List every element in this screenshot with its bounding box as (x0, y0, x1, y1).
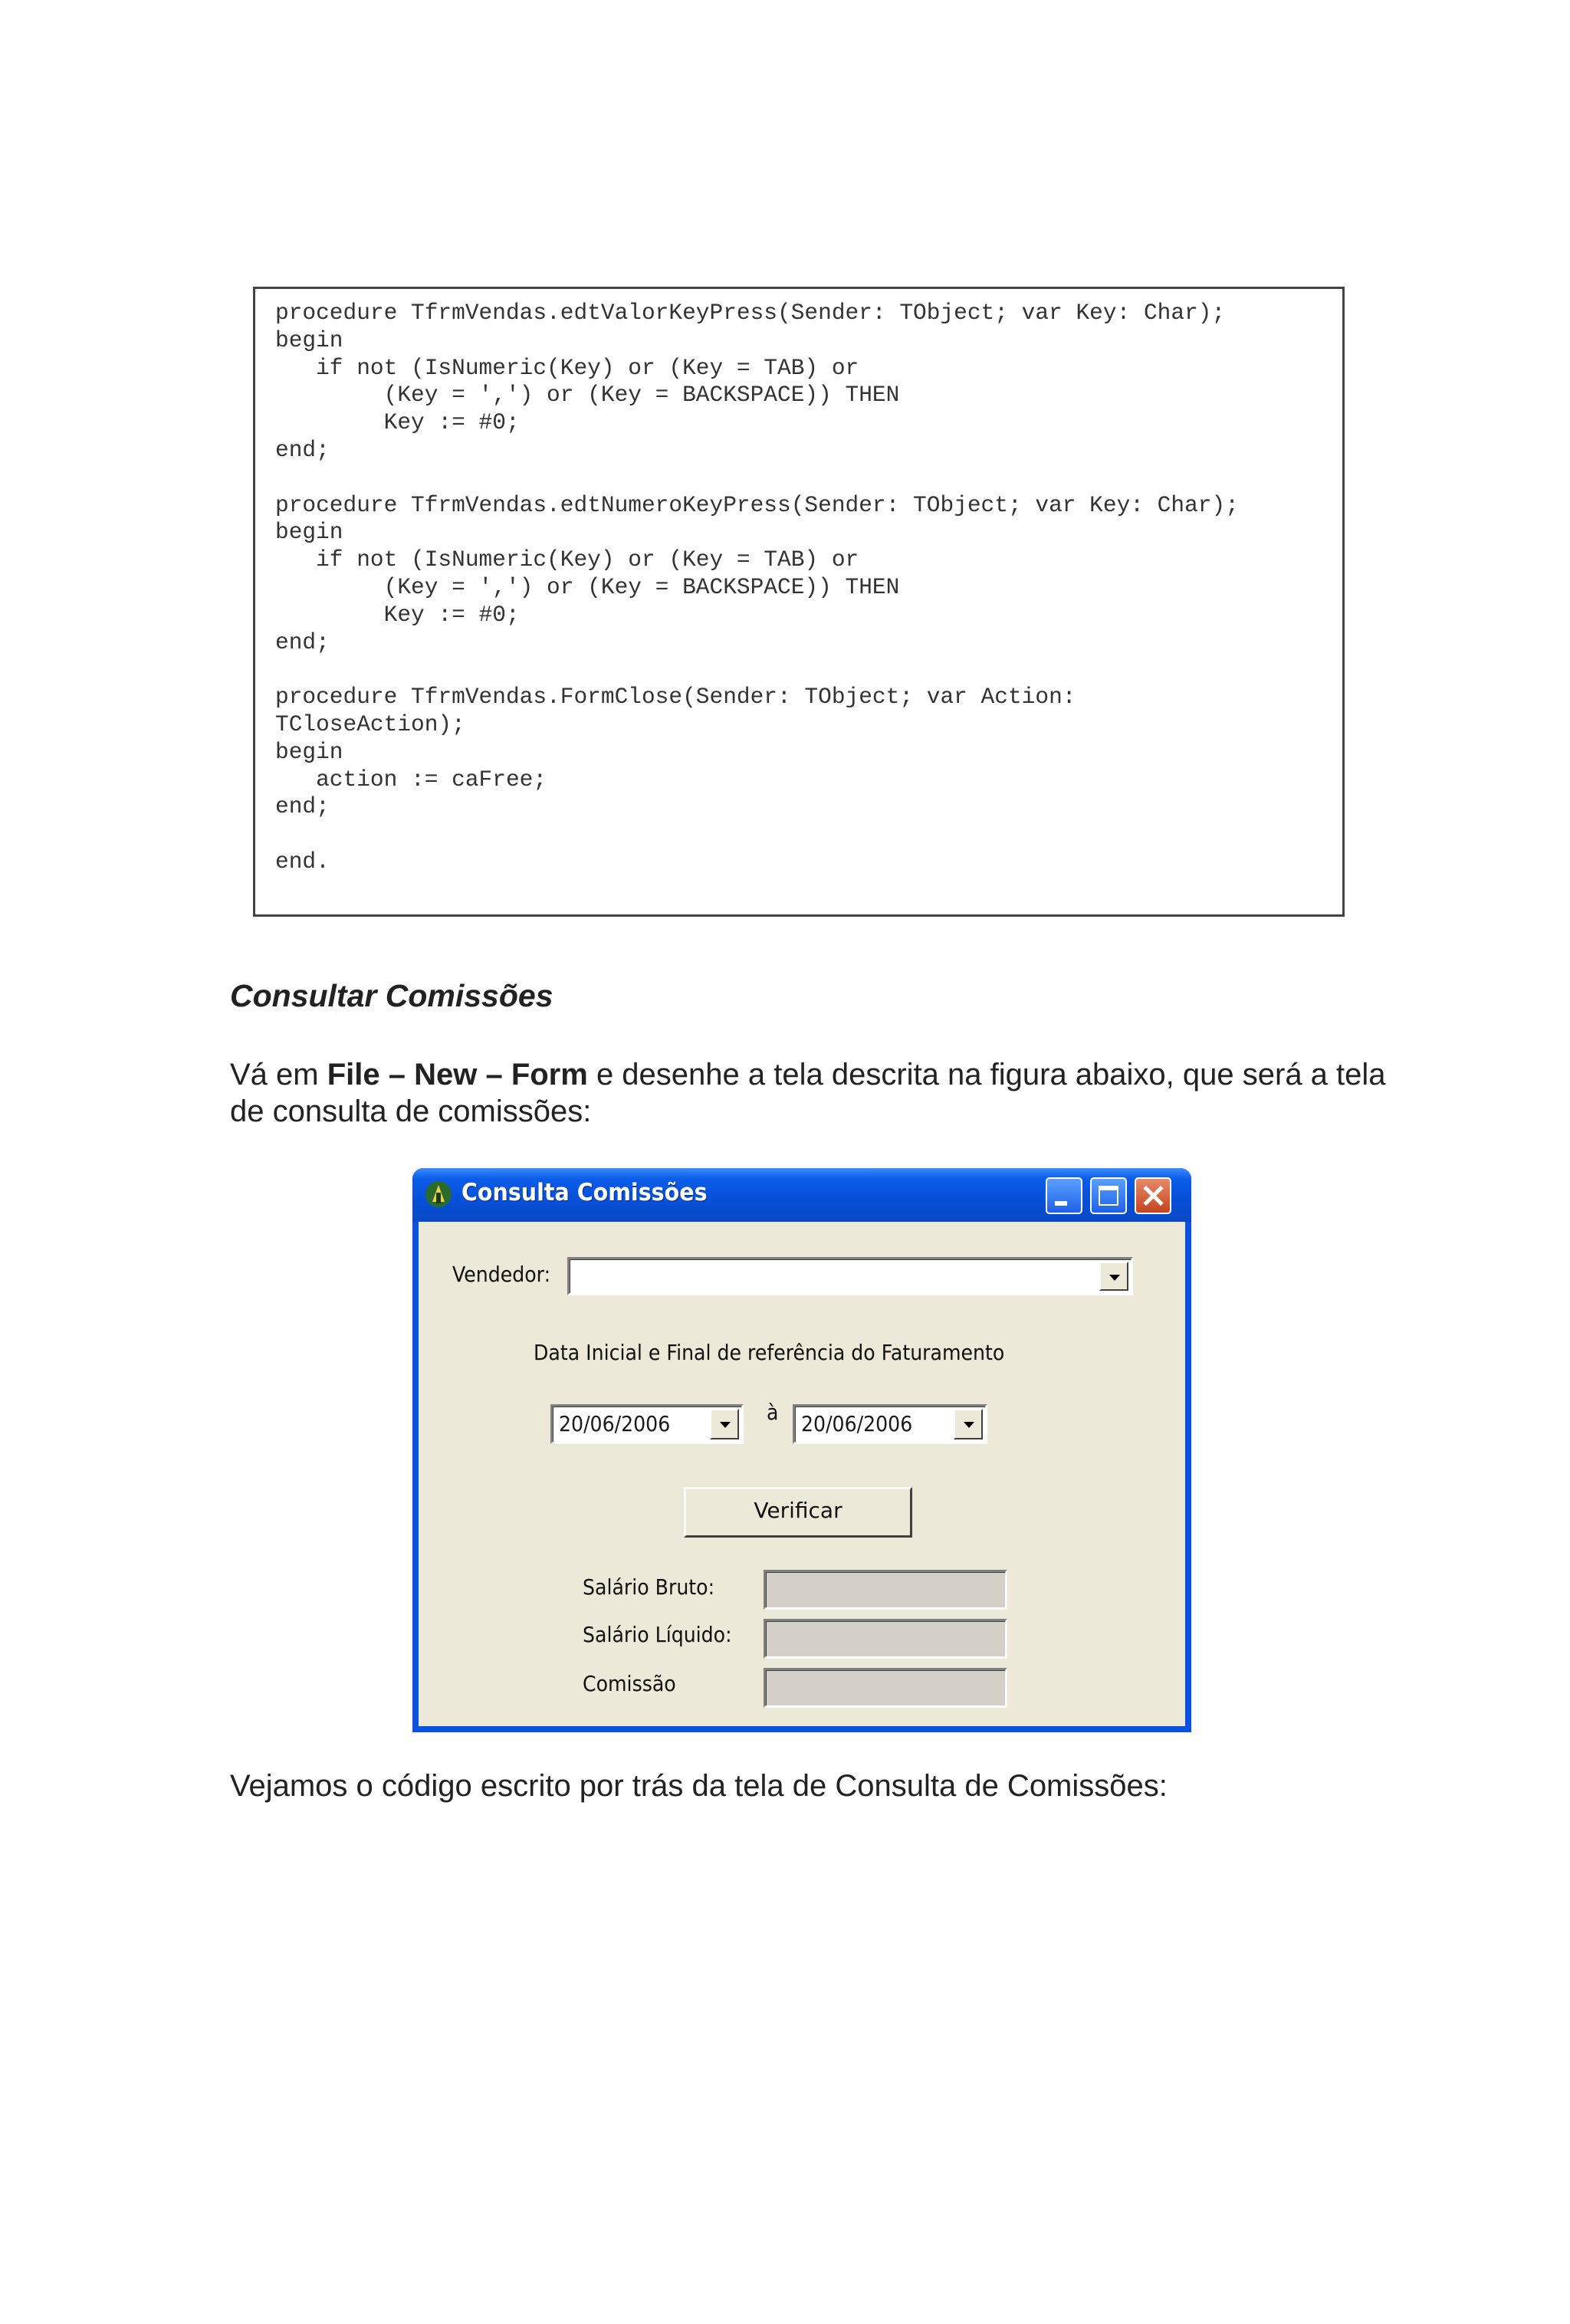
code-line (275, 821, 1239, 849)
intro-prefix: Vá em (230, 1058, 327, 1091)
code-line: if not (IsNumeric(Key) or (Key = TAB) or (275, 354, 859, 381)
code-line (275, 656, 1239, 684)
intro-suffix: e desenhe a tela descrita na figura abaixo, que será a tela de consulta de comissões: (230, 1058, 1386, 1128)
form-client-area (419, 1222, 1185, 1726)
code-listing-box (253, 287, 1345, 917)
salario-bruto-label: Salário Bruto: (583, 1574, 715, 1600)
code-line: action := caFree; (275, 766, 547, 793)
code-line: Key := #0; (275, 601, 520, 628)
window-titlebar[interactable] (412, 1168, 1191, 1222)
code-line: end; (275, 436, 330, 463)
code-line: end; (275, 793, 330, 820)
code-listing (275, 300, 1239, 876)
verificar-button[interactable]: Verificar (684, 1487, 912, 1538)
code-line (275, 464, 1239, 492)
date-start-dropdown-button[interactable] (710, 1409, 739, 1439)
code-line: TCloseAction); (275, 711, 465, 737)
maximize-button[interactable] (1090, 1177, 1127, 1214)
code-line: begin (275, 327, 343, 353)
section-title: Consultar Comissões (230, 978, 553, 1013)
date-start-value: 20/06/2006 (559, 1411, 671, 1436)
date-end-dropdown-button[interactable] (954, 1409, 983, 1439)
date-start-picker[interactable] (550, 1404, 744, 1444)
date-end-picker[interactable] (793, 1404, 987, 1444)
salario-bruto-field[interactable] (764, 1570, 1007, 1610)
comissao-label: Comissão (583, 1671, 676, 1696)
minimize-button[interactable] (1046, 1177, 1082, 1214)
code-line: (Key = ',') or (Key = BACKSPACE)) THEN (275, 382, 900, 409)
date-separator: à (767, 1400, 779, 1425)
vendedor-dropdown-button[interactable] (1099, 1262, 1128, 1291)
intro-menu-path: File – New – Form (327, 1058, 588, 1091)
salario-liquido-field[interactable] (764, 1619, 1007, 1659)
code-line: begin (275, 738, 343, 765)
code-line: Key := #0; (275, 409, 520, 436)
code-line: (Key = ',') or (Key = BACKSPACE)) THEN (275, 573, 900, 600)
comissao-field[interactable] (764, 1668, 1007, 1708)
intro-paragraph (230, 1056, 1395, 1130)
vendedor-combobox[interactable] (567, 1257, 1133, 1295)
code-line: procedure TfrmVendas.edtValorKeyPress(Sender: TObject; var Key: Char); (275, 300, 1226, 326)
code-line: if not (IsNumeric(Key) or (Key = TAB) or (275, 547, 859, 573)
consulta-comissoes-window (412, 1168, 1191, 1732)
code-line: procedure TfrmVendas.FormClose(Sender: TObject; var Action: (275, 684, 1076, 711)
salario-liquido-label: Salário Líquido: (583, 1622, 732, 1647)
code-line: procedure TfrmVendas.edtNumeroKeyPress(Sender: TObject; var Key: Char); (275, 491, 1239, 518)
code-line: begin (275, 519, 343, 546)
outro-paragraph: Vejamos o código escrito por trás da tela de Consulta de Comissões: (230, 1769, 1168, 1803)
vendedor-label: Vendedor: (452, 1262, 551, 1287)
close-button[interactable] (1135, 1177, 1171, 1214)
code-line: end. (275, 848, 330, 875)
period-label: Data Inicial e Final de referência do Faturamento (534, 1340, 1005, 1365)
date-end-value: 20/06/2006 (801, 1411, 913, 1436)
window-title: Consulta Comissões (461, 1179, 708, 1206)
code-line: end; (275, 629, 330, 655)
app-icon (423, 1179, 454, 1210)
